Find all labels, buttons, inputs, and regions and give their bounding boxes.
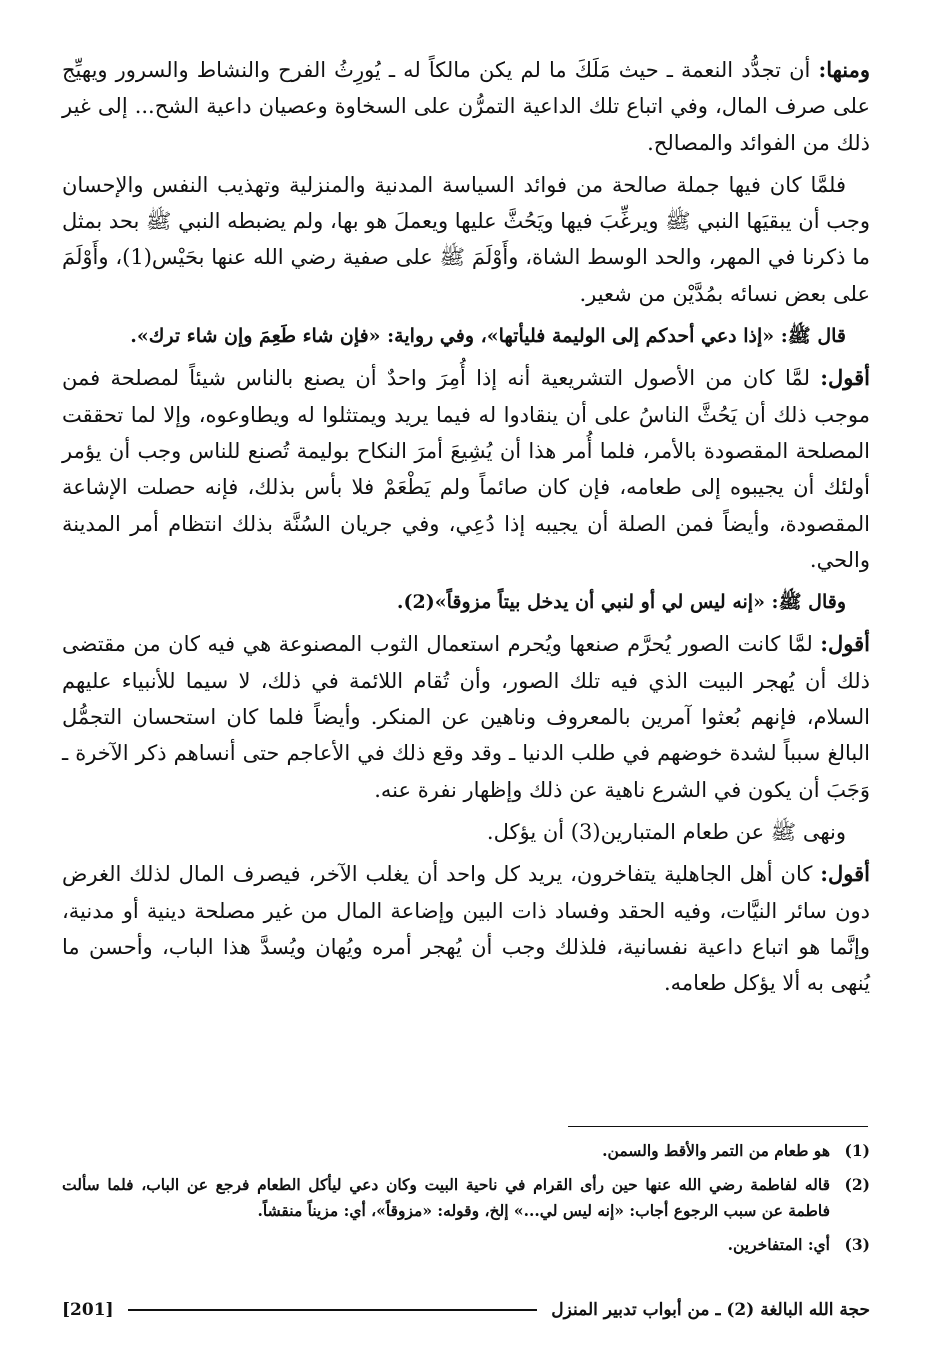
- running-footer: [62, 1300, 870, 1320]
- paragraph-3: [62, 360, 870, 578]
- paragraph-lead: ومنها:: [818, 57, 870, 82]
- paragraph-lead: أقول:: [820, 365, 870, 391]
- footer-rule: [128, 1309, 538, 1311]
- paragraph-6: [62, 856, 870, 1001]
- footnote-number: (1): [844, 1141, 870, 1160]
- footnote-3: [62, 1232, 870, 1258]
- page-number: [201]: [62, 1300, 114, 1320]
- footnote-number: (3): [844, 1235, 870, 1254]
- footnotes: [62, 1138, 870, 1266]
- book-title: حجة الله البالغة (2) ـ من أبواب تدبير المنزل: [551, 1300, 870, 1320]
- paragraph-5: ونهى ﷺ عن طعام المتبارين(3) أن يؤكل.: [486, 819, 846, 844]
- footnote-number: (2): [844, 1175, 870, 1194]
- footnote-text: قاله لفاطمة رضي الله عنها حين رأى القرام في ناحية البيت وكان دعي ليأكل الطعام فرجع عن الباب، فلما سألت فاطمة عن سبب الرجوع أجاب: «إنه ليس لي...» إلخ، وقوله: «مزوقاً»، أي: مزيناً منقشاً.: [62, 1175, 830, 1220]
- footnote-1: [62, 1138, 870, 1164]
- paragraph-text: أن تجدُّد النعمة ـ حيث مَلَكَ ما لم يكن مالكاً له ـ يُورِثُ الفرح والنشاط والسرور ويهيِّج على صرف المال، وفي اتباع تلك الداعية التمرُّن على السخاوة وعصيان داعية الشح... إلى غير ذلك من الفوائد والمصالح.: [62, 58, 870, 155]
- footnote-text: هو طعام من التمر والأقط والسمن.: [602, 1141, 830, 1160]
- hadith-quote-2: وقال ﷺ: «إنه ليس لي أو لنبي أن يدخل بيتاً مزوقاً»(2).: [396, 591, 846, 614]
- paragraph-4: [62, 626, 870, 807]
- footnote-text: أي: المتفاخرين.: [727, 1235, 830, 1254]
- paragraph-1: [62, 52, 870, 161]
- hadith-quote-1: قال ﷺ: «إذا دعي أحدكم إلى الوليمة فليأتها»، وفي رواية: «فإن شاء طَعِمَ وإن شاء ترك».: [130, 325, 846, 348]
- paragraph-2: فلمَّا كان فيها جملة صالحة من فوائد السياسة المدنية والمنزلية وتهذيب النفس والإحسان وجب أن يبقيَها النبي ﷺ ويرغِّبَ فيها ويَحُثَّ عليها ويعملَ هو بها، ولم يضبطه النبي ﷺ بحد بمثل ما ذكرنا في المهر، والحد الوسط الشاة، وأَوْلَمَ ﷺ على صفية رضي الله عنها بحَيْس(1)، وأَوْلَمَ على بعض نسائه بمُدَّيْن من شعير.: [62, 172, 870, 306]
- footnote-2: [62, 1172, 870, 1224]
- main-text: [62, 52, 870, 1007]
- footnote-separator: [568, 1126, 868, 1127]
- paragraph-lead: أقول:: [820, 861, 870, 887]
- paragraph-text: كان أهل الجاهلية يتفاخرون، يريد كل واحد أن يغلب الآخر، فيصرف المال لذلك الغرض دون سائر النيَّات، وفيه الحقد وفساد ذات البين وإضاعة المال من غير مصلحة دينية أو مدنية، وإنَّما هو اتباع داعية نفسانية، فلذلك وجب أن يُهجر أمره ويُهان ويُسدَّ هذا الباب، وأحسن ما يُنهى به ألا يؤكل طعامه.: [62, 862, 870, 996]
- paragraph-text: لمَّا كان من الأصول التشريعية أنه إذا أُمِرَ واحدٌ أن يصنع بالناس شيئاً لمصلحة فمن موجب ذلك أن يَحُثَّ الناسُ على أن ينقادوا له فيما يريد ويمتثلوا له ويطاوعوه، وإلا لما تحققت المصلحة المقصودة بالأمر، فلما أُمر هذا أن يُشِيعَ أمرَ النكاح بوليمة تُصنع للناس وجب أن يؤمر أولئك أن يجيبوه إلى طعامه، فإن كان صائماً ولم يَطْعَمْ فلا بأس بذلك، فإنه حصلت الإشاعة المقصودة، وأيضاً فمن الصلة أن يجيبه إذا دُعِي، وفي جريان السُنَّة بذلك انتظام أمر المدينة والحي.: [62, 366, 870, 572]
- paragraph-text: لمَّا كانت الصور يُحرَّم صنعها ويُحرم استعمال الثوب المصنوعة هي فيه كان من مقتضى ذلك أن يُهجر البيت الذي فيه تلك الصور، وأن تُقام اللائمة في ذلك، لا سيما للأنبياء عليهم السلام، فإنهم بُعثوا آمرين بالمعروف وناهين عن المنكر. وأيضاً فلما كان استحسان التجمُّل البالغ سبباً لشدة خوضهم في طلب الدنيا ـ وقد وقع ذلك في الأعاجم حتى أنساهم ذكر الآخرة ـ وَجَبَ أن يكون في الشرع ناهية عن ذلك وإظهار نفرة عنه.: [62, 632, 870, 802]
- paragraph-lead: أقول:: [820, 631, 870, 657]
